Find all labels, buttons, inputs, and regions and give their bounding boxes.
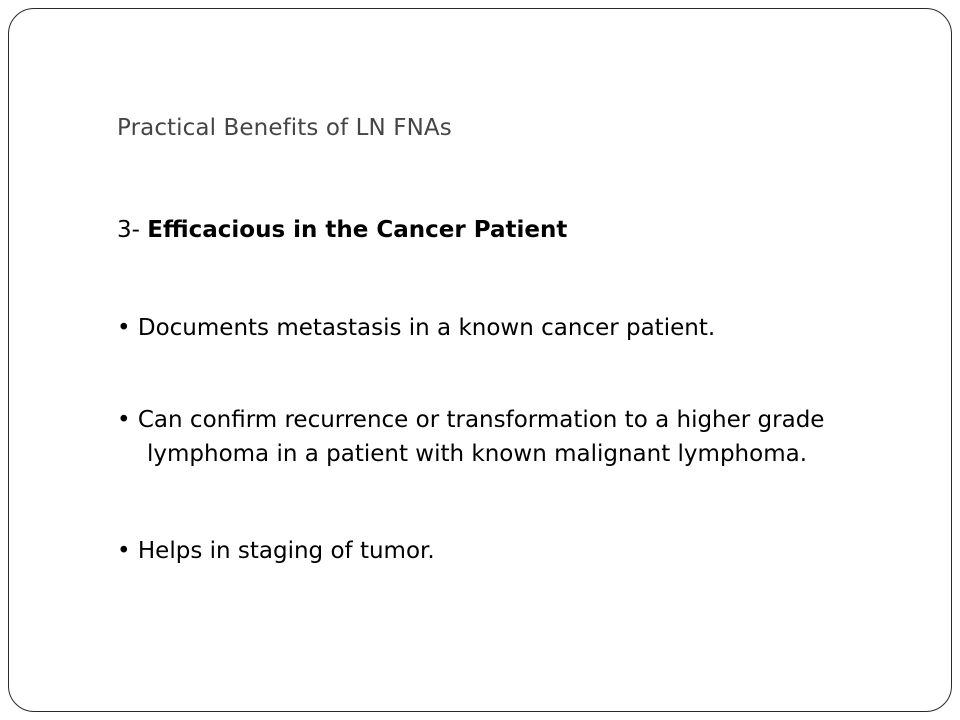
section-heading-text: Efficacious in the Cancer Patient xyxy=(147,217,568,243)
bullet-text-continuation: lymphoma in a patient with known malignant lymphoma. xyxy=(147,441,808,467)
bullet-item xyxy=(117,534,435,568)
section-number: 3- xyxy=(117,217,148,243)
bullet-item xyxy=(117,311,715,345)
bullet-text: • Can confirm recurrence or transformation to a higher grade xyxy=(117,407,825,433)
bullet-item xyxy=(117,403,824,471)
bullet-text: • Helps in staging of tumor. xyxy=(117,538,435,564)
slide-title: Practical Benefits of LN FNAs xyxy=(117,115,452,141)
section-heading xyxy=(117,217,567,243)
bullet-text: • Documents metastasis in a known cancer patient. xyxy=(117,315,716,341)
slide-frame xyxy=(8,8,952,712)
